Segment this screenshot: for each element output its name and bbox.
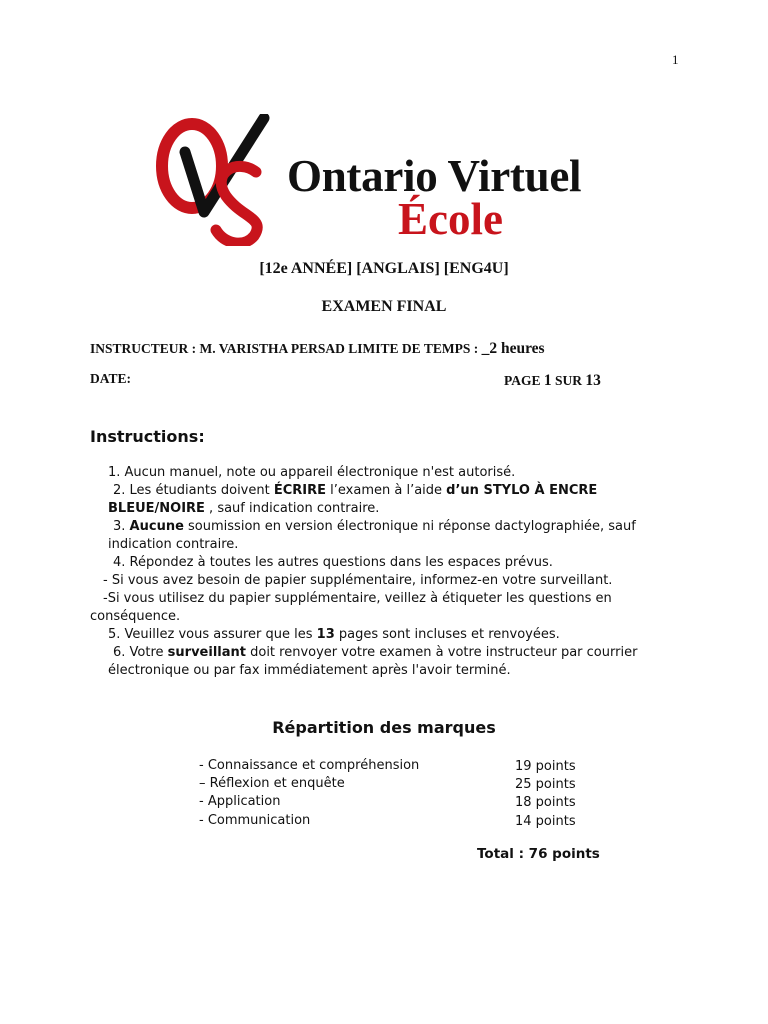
instruction-item: 1. Aucun manuel, note ou appareil électronique n'est autorisé. xyxy=(108,465,516,480)
date-label: DATE: xyxy=(90,371,132,386)
mark-points: 18 points xyxy=(515,795,576,810)
instruction-item-cont: BLEUE/NOIRE , sauf indication contraire. xyxy=(108,501,380,516)
instruction-item: 6. Votre surveillant doit renvoyer votre examen à votre instructeur par courrier xyxy=(113,645,638,660)
marks-heading: Répartition des marques xyxy=(272,718,496,737)
page-current: 1 xyxy=(543,372,552,389)
instructor-label: INSTRUCTEUR : M. VARISTHA PERSAD LIMITE DE TEMPS : xyxy=(90,341,479,356)
instructions-heading: Instructions: xyxy=(90,427,205,446)
instruction-item: 2. Les étudiants doivent ÉCRIRE l’examen à l’aide d’un STYLO À ENCRE xyxy=(113,483,598,498)
instructions-list xyxy=(90,464,650,680)
page-indicator xyxy=(504,372,601,390)
instruction-item: 5. Veuillez vous assurer que les 13 pages sont incluses et renvoyées. xyxy=(108,627,560,642)
exam-title: EXAMEN FINAL xyxy=(321,298,447,315)
marks-total: Total : 76 points xyxy=(477,846,600,862)
page-prefix: PAGE xyxy=(504,373,541,388)
logo-subtitle: École xyxy=(398,194,503,244)
mark-category: - Communication xyxy=(199,813,311,828)
course-header: [12e ANNÉE] [ANGLAIS] [ENG4U] xyxy=(259,260,509,277)
instruction-note: - Si vous avez besoin de papier supplémentaire, informez-en votre surveillant. xyxy=(103,573,613,588)
instructor-line xyxy=(90,340,545,358)
instruction-item-cont: indication contraire. xyxy=(108,537,239,552)
page-middle: SUR xyxy=(555,373,583,388)
instruction-item: 3. Aucune soumission en version électronique ni réponse dactylographiée, sauf xyxy=(113,519,636,534)
page-number: 1 xyxy=(672,52,679,67)
mark-points: 25 points xyxy=(515,777,576,792)
time-limit: _2 heures xyxy=(481,340,545,357)
page-total: 13 xyxy=(585,372,601,389)
logo-title: Ontario Virtuel xyxy=(287,151,582,201)
mark-category: – Réflexion et enquête xyxy=(199,776,345,791)
instruction-note-cont: conséquence. xyxy=(90,609,181,624)
instruction-note: -Si vous utilisez du papier supplémentaire, veillez à étiqueter les questions en xyxy=(103,591,612,606)
school-logo-icon xyxy=(152,114,272,246)
mark-category: - Connaissance et compréhension xyxy=(199,758,420,773)
mark-category: - Application xyxy=(199,794,281,809)
mark-points: 19 points xyxy=(515,759,576,774)
instruction-item-cont: électronique ou par fax immédiatement après l'avoir terminé. xyxy=(108,663,511,678)
mark-points: 14 points xyxy=(515,814,576,829)
instruction-item: 4. Répondez à toutes les autres questions dans les espaces prévus. xyxy=(113,555,553,570)
